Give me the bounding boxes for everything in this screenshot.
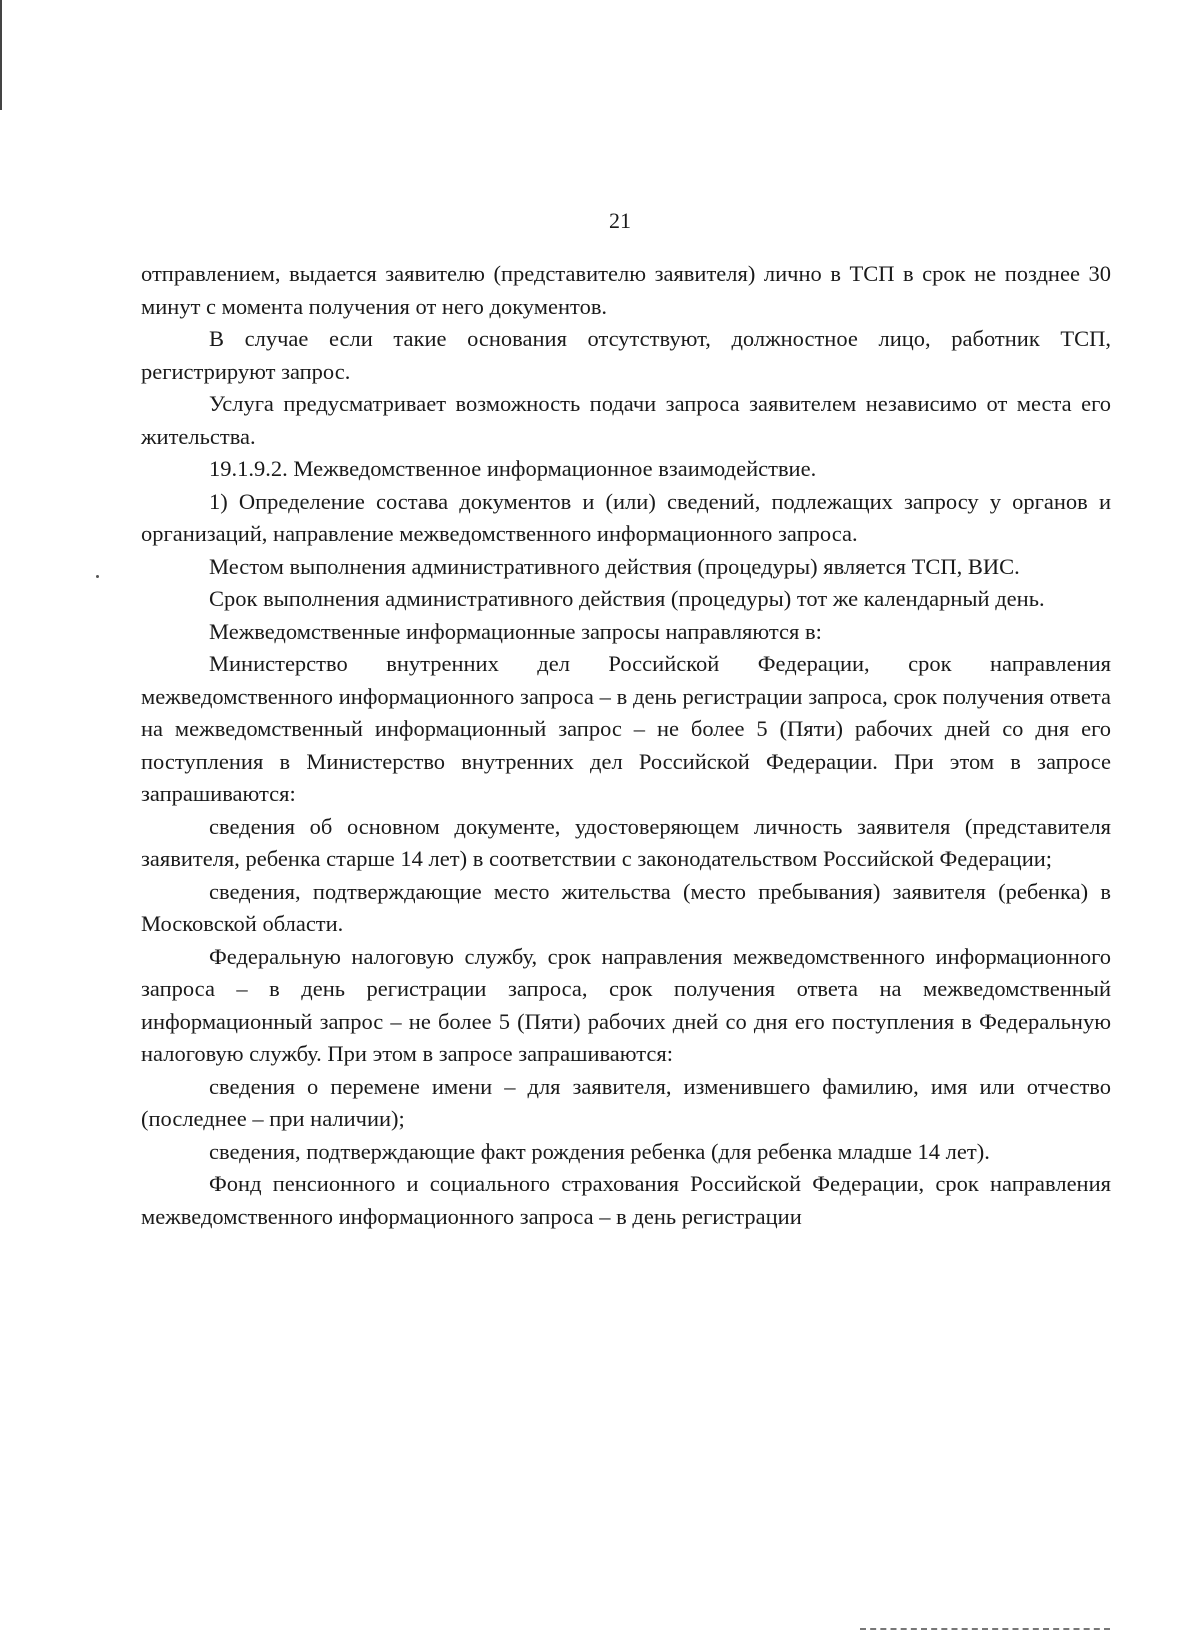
paragraph: Фонд пенсионного и социального страхования Российской Федерации, срок направления межведомственного информационного запроса – в день регистрации	[141, 1171, 1111, 1229]
paragraph: Срок выполнения административного действия (процедуры) тот же календарный день.	[209, 586, 1045, 611]
paragraph: 1) Определение состава документов и (или) сведений, подлежащих запросу у органов и организаций, направление межведомственного информационного запроса.	[141, 488, 1111, 546]
page-number: 21	[609, 208, 631, 233]
paragraph: В случае если такие основания отсутствуют, должностное лицо, работник ТСП, регистрируют запрос.	[141, 326, 1111, 384]
paragraph: сведения о перемене имени – для заявителя, изменившего фамилию, имя или отчество (последнее – при наличии);	[141, 1073, 1111, 1131]
scan-edge-mark	[0, 0, 2, 110]
scan-speck	[96, 575, 99, 578]
paragraph: сведения об основном документе, удостоверяющем личность заявителя (представителя заявителя, ребенка старше 14 лет) в соответствии с законодательством Российской Федерации;	[141, 813, 1111, 871]
section-heading: 19.1.9.2. Межведомственное информационное взаимодействие.	[209, 456, 817, 481]
paragraph: Местом выполнения административного действия (процедуры) является ТСП, ВИС.	[209, 553, 1020, 579]
paragraph-continuation: отправлением, выдается заявителю (представителю заявителя) лично в ТСП в срок не позднее 30 минут с момента получения от него документов.	[141, 261, 1111, 319]
paragraph: Межведомственные информационные запросы направляются в:	[209, 618, 822, 644]
paragraph: Услуга предусматривает возможность подачи запроса заявителем независимо от места его жительства.	[141, 391, 1111, 449]
paragraph: сведения, подтверждающие факт рождения ребенка (для ребенка младше 14 лет).	[209, 1138, 990, 1164]
paragraph: Министерство внутренних дел Российской Федерации, срок направления межведомственного информационного запроса – в день регистрации запроса, срок получения ответа на межведомственный информационный запрос – не более 5 (Пяти) рабочих дней со дня его поступления в Министерство внутренних дел Российской Федерации. При этом в запросе запрашиваются:	[141, 651, 1111, 806]
document-body	[141, 258, 1111, 1233]
bottom-rule	[860, 1628, 1110, 1632]
paragraph: Федеральную налоговую службу, срок направления межведомственного информационного запроса – в день регистрации запроса, срок получения ответа на межведомственный информационный запрос – не более 5 (Пяти) рабочих дней со дня его поступления в Федеральную налоговую службу. При этом в запросе запрашиваются:	[141, 943, 1111, 1066]
paragraph: сведения, подтверждающие место жительства (место пребывания) заявителя (ребенка) в Московской области.	[141, 878, 1111, 936]
